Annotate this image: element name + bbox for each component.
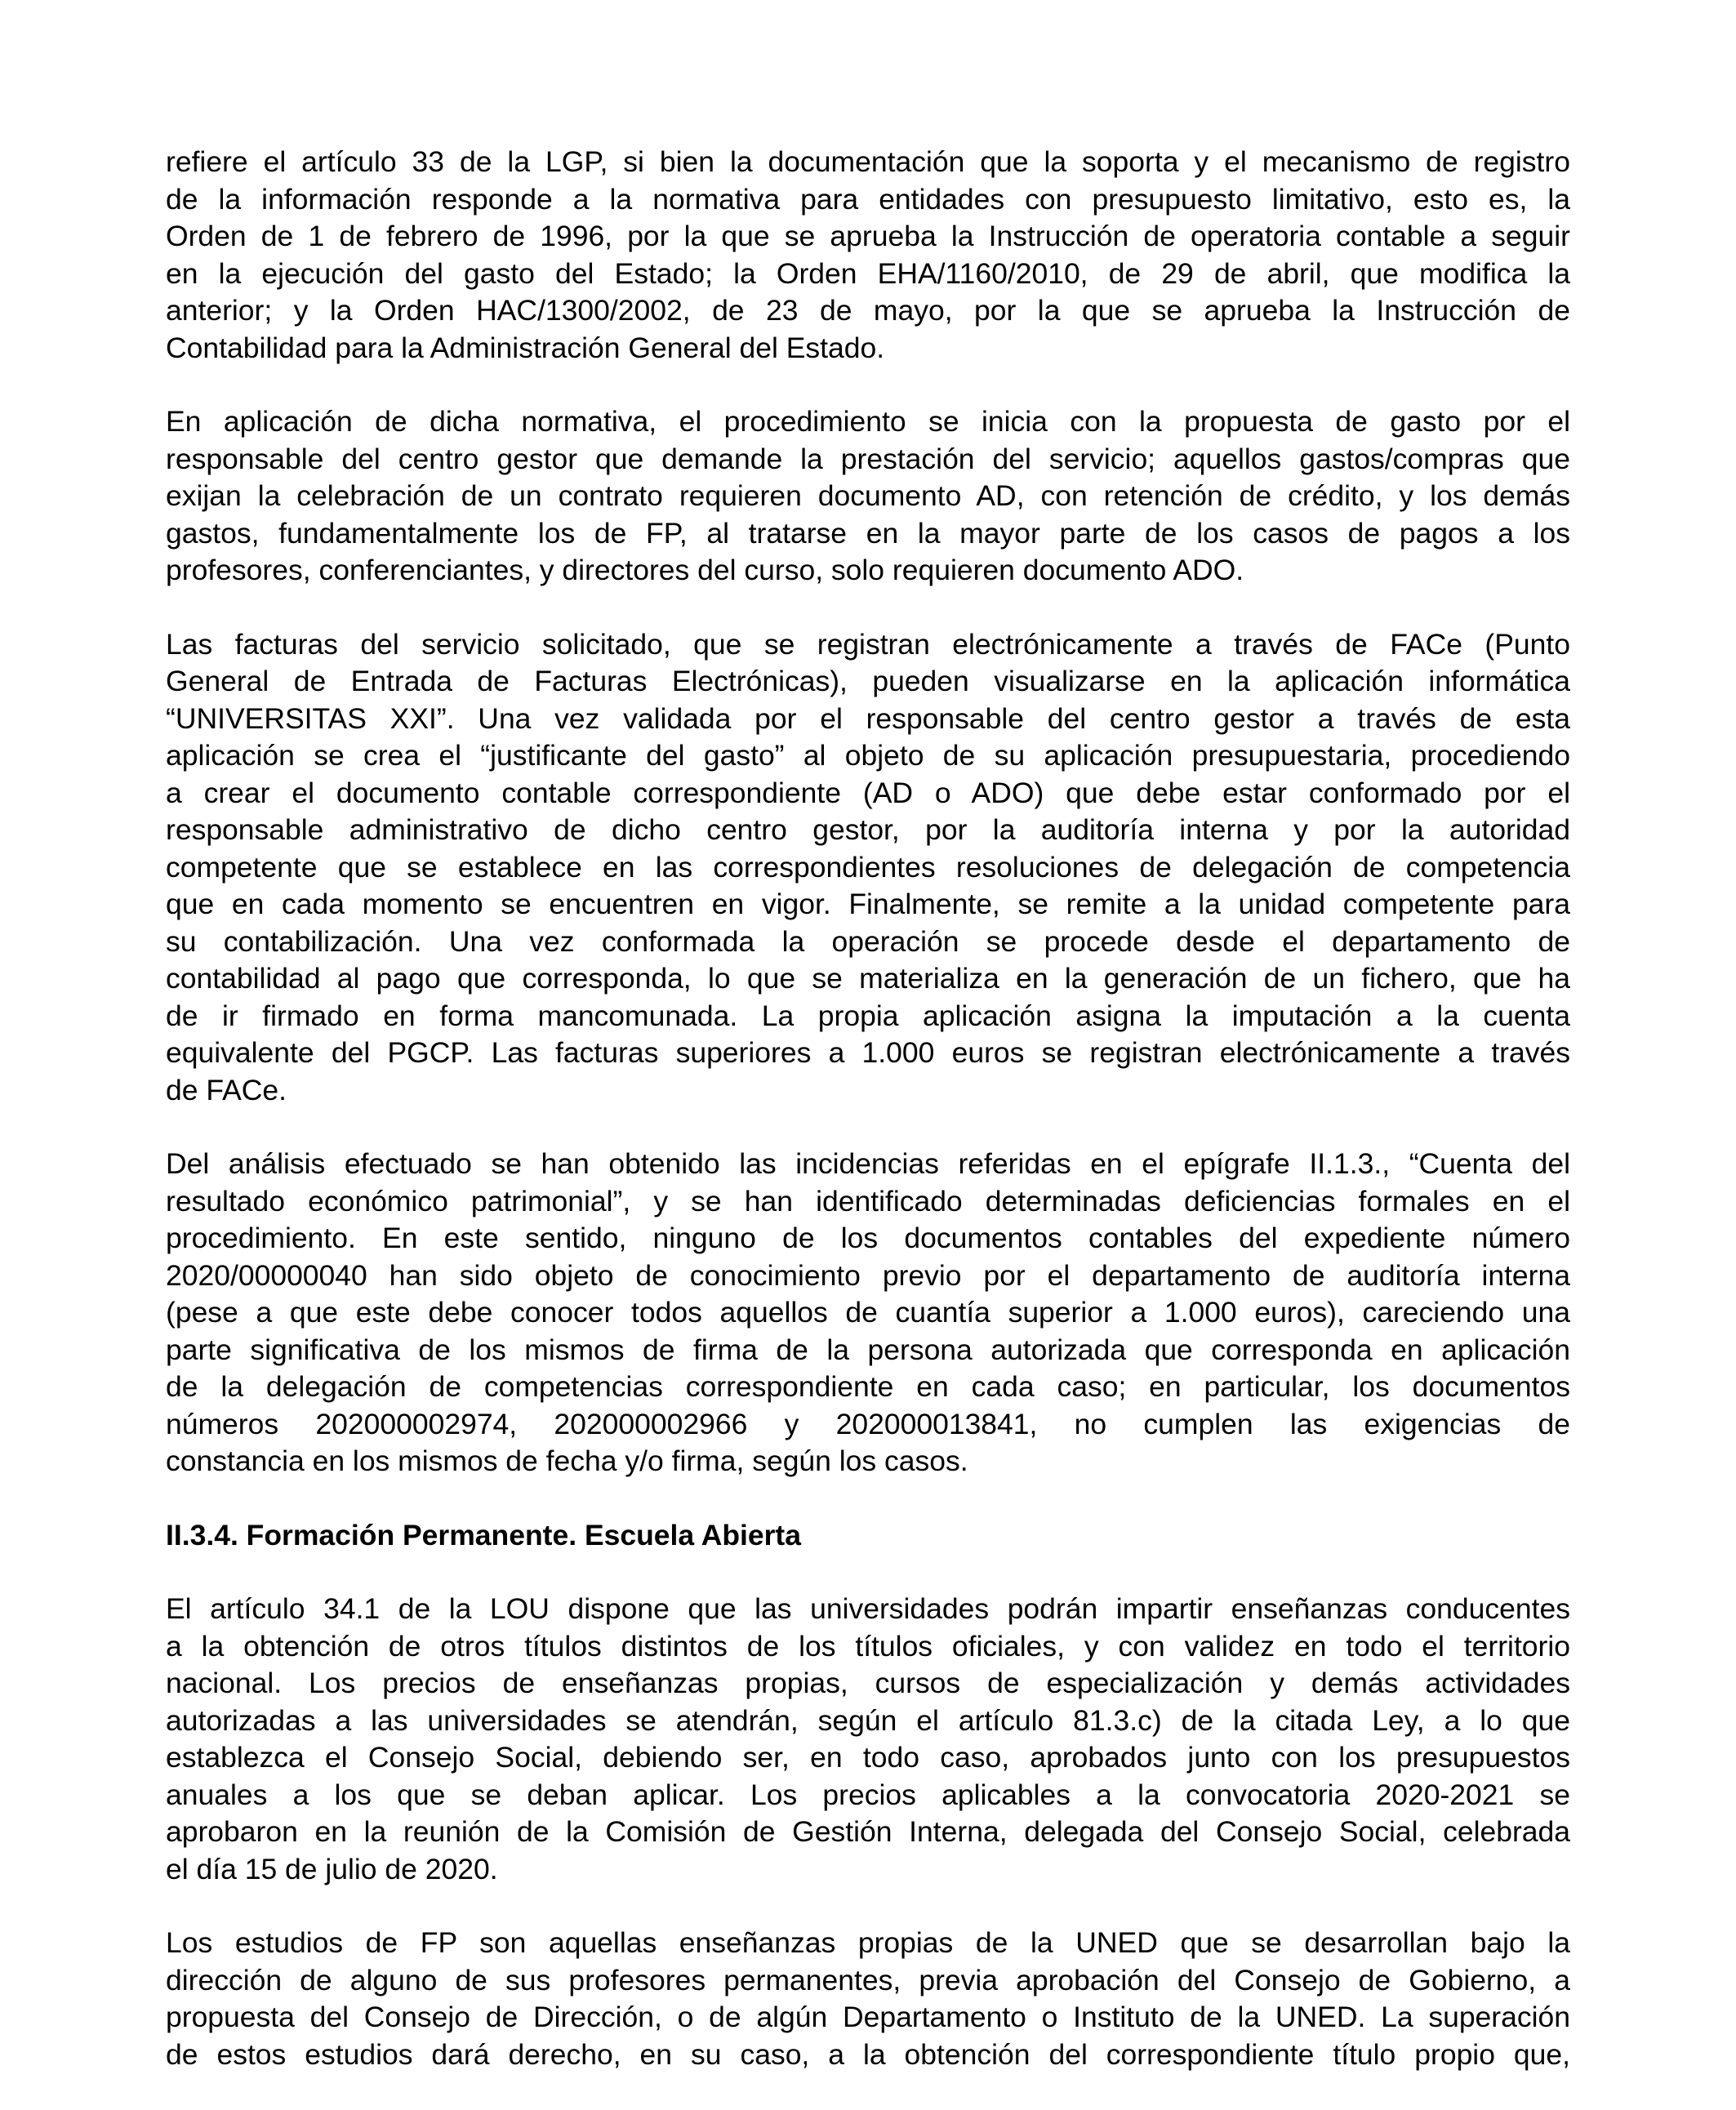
text-line: a la obtención de otros títulos distintos de los títulos oficiales, y con validez en todo el territorio [166, 1629, 1570, 1663]
text-line: en la ejecución del gasto del Estado; la Orden EHA/1160/2010, de 29 de abril, que modifica la [166, 256, 1570, 290]
text-line: 2020/00000040 han sido objeto de conocimiento previo por el departamento de auditoría interna [166, 1258, 1570, 1292]
text-line: dirección de alguno de sus profesores permanentes, previa aprobación del Consejo de Gobierno, a [166, 1963, 1570, 1996]
text-line: a crear el documento contable correspondiente (AD o ADO) que debe estar conformado por el [166, 776, 1570, 809]
text-line: de la delegación de competencias correspondiente en cada caso; en particular, los documentos [166, 1370, 1570, 1403]
text-line: su contabilización. Una vez conformada la operación se procede desde el departamento de [166, 924, 1570, 958]
paragraph-facturas [166, 626, 1570, 1110]
text-line: anterior; y la Orden HAC/1300/2002, de 23 de mayo, por la que se aprueba la Instrucción de [166, 294, 1570, 327]
text-line: establezca el Consejo Social, debiendo ser, en todo caso, aprobados junto con los presupuestos [166, 1741, 1570, 1774]
text-line: Los estudios de FP son aquellas enseñanzas propias de la UNED que se desarrollan bajo la [166, 1926, 1570, 1959]
text-line: profesores, conferenciantes, y directores del curso, solo requieren documento ADO. [166, 554, 1244, 586]
paragraph-estudios-fp [166, 1925, 1570, 2073]
paragraph-normativa [166, 144, 1570, 367]
text-line: de estos estudios dará derecho, en su caso, a la obtención del correspondiente título propio que, [166, 2037, 1570, 2071]
text-line: de la información responde a la normativa para entidades con presupuesto limitativo, esto es, la [166, 182, 1570, 216]
text-line: General de Entrada de Facturas Electrónicas), pueden visualizarse en la aplicación informática [166, 665, 1570, 697]
text-line: Del análisis efectuado se han obtenido las incidencias referidas en el epígrafe II.1.3., “Cuenta del [166, 1147, 1570, 1180]
text-line: competente que se establece en las correspondientes resoluciones de delegación de competencia [166, 850, 1570, 884]
text-line: responsable administrativo de dicho centro gestor, por la auditoría interna y por la autoridad [166, 813, 1570, 846]
document-page [166, 144, 1570, 2110]
text-line: números 202000002974, 202000002966 y 202000013841, no cumplen las exigencias de [166, 1407, 1570, 1440]
text-line: aplicación se crea el “justificante del gasto” al objeto de su aplicación presupuestaria, procediendo [166, 739, 1570, 772]
text-line: contabilidad al pago que corresponda, lo que se materializa en la generación de un fichero, que ha [166, 962, 1570, 995]
paragraph-lou [166, 1591, 1570, 1888]
text-line: nacional. Los precios de enseñanzas propias, cursos de especialización y demás actividades [166, 1667, 1570, 1699]
text-line: aprobaron en la reunión de la Comisión de Gestión Interna, delegada del Consejo Social, celebrada [166, 1815, 1570, 1848]
text-line: Las facturas del servicio solicitado, que se registran electrónicamente a través de FACe (Punto [166, 627, 1570, 661]
text-line: propuesta del Consejo de Dirección, o de algún Departamento o Instituto de la UNED. La superación [166, 2001, 1570, 2033]
paragraph-analisis [166, 1146, 1570, 1480]
text-line: de ir firmado en forma mancomunada. La propia aplicación asigna la imputación a la cuenta [166, 999, 1570, 1032]
paragraph-procedimiento [166, 403, 1570, 590]
text-line: constancia en los mismos de fecha y/o firma, según los casos. [166, 1445, 968, 1477]
text-line: refiere el artículo 33 de la LGP, si bien la documentación que la soporta y el mecanismo de registro [166, 145, 1570, 178]
text-line: “UNIVERSITAS XXI”. Una vez validada por el responsable del centro gestor a través de esta [166, 701, 1570, 735]
text-line: Orden de 1 de febrero de 1996, por la que se aprueba la Instrucción de operatoria contable a seguir [166, 220, 1570, 252]
text-line: de FACe. [166, 1073, 287, 1106]
text-line: exijan la celebración de un contrato requieren documento AD, con retención de crédito, y los demás [166, 479, 1570, 512]
text-line: procedimiento. En este sentido, ninguno de los documentos contables del expediente número [166, 1222, 1570, 1254]
text-line: anuales a los que se deban aplicar. Los precios aplicables a la convocatoria 2020-2021 se [166, 1778, 1570, 1811]
text-line: gastos, fundamentalmente los de FP, al tratarse en la mayor parte de los casos de pagos a los [166, 516, 1570, 550]
text-line: El artículo 34.1 de la LOU dispone que las universidades podrán impartir enseñanzas conducentes [166, 1592, 1570, 1625]
text-line: el día 15 de julio de 2020. [166, 1852, 498, 1885]
text-line: Contabilidad para la Administración General del Estado. [166, 331, 885, 364]
text-line: autorizadas a las universidades se atendrán, según el artículo 81.3.c) de la citada Ley, a lo que [166, 1703, 1570, 1737]
text-line: resultado económico patrimonial”, y se han identificado determinadas deficiencias formales en el [166, 1184, 1570, 1217]
text-line: (pese a que este debe conocer todos aquellos de cuantía superior a 1.000 euros), careciendo una [166, 1296, 1570, 1329]
section-heading: II.3.4. Formación Permanente. Escuela Abierta [166, 1518, 802, 1551]
text-line: responsable del centro gestor que demande la prestación del servicio; aquellos gastos/compras que [166, 442, 1570, 475]
text-line: En aplicación de dicha normativa, el procedimiento se inicia con la propuesta de gasto por el [166, 405, 1570, 438]
text-line: parte significativa de los mismos de firma de la persona autorizada que corresponda en aplicación [166, 1333, 1570, 1366]
text-line: que en cada momento se encuentren en vigor. Finalmente, se remite a la unidad competente para [166, 888, 1570, 920]
text-line: equivalente del PGCP. Las facturas superiores a 1.000 euros se registran electrónicamente a través [166, 1036, 1570, 1069]
